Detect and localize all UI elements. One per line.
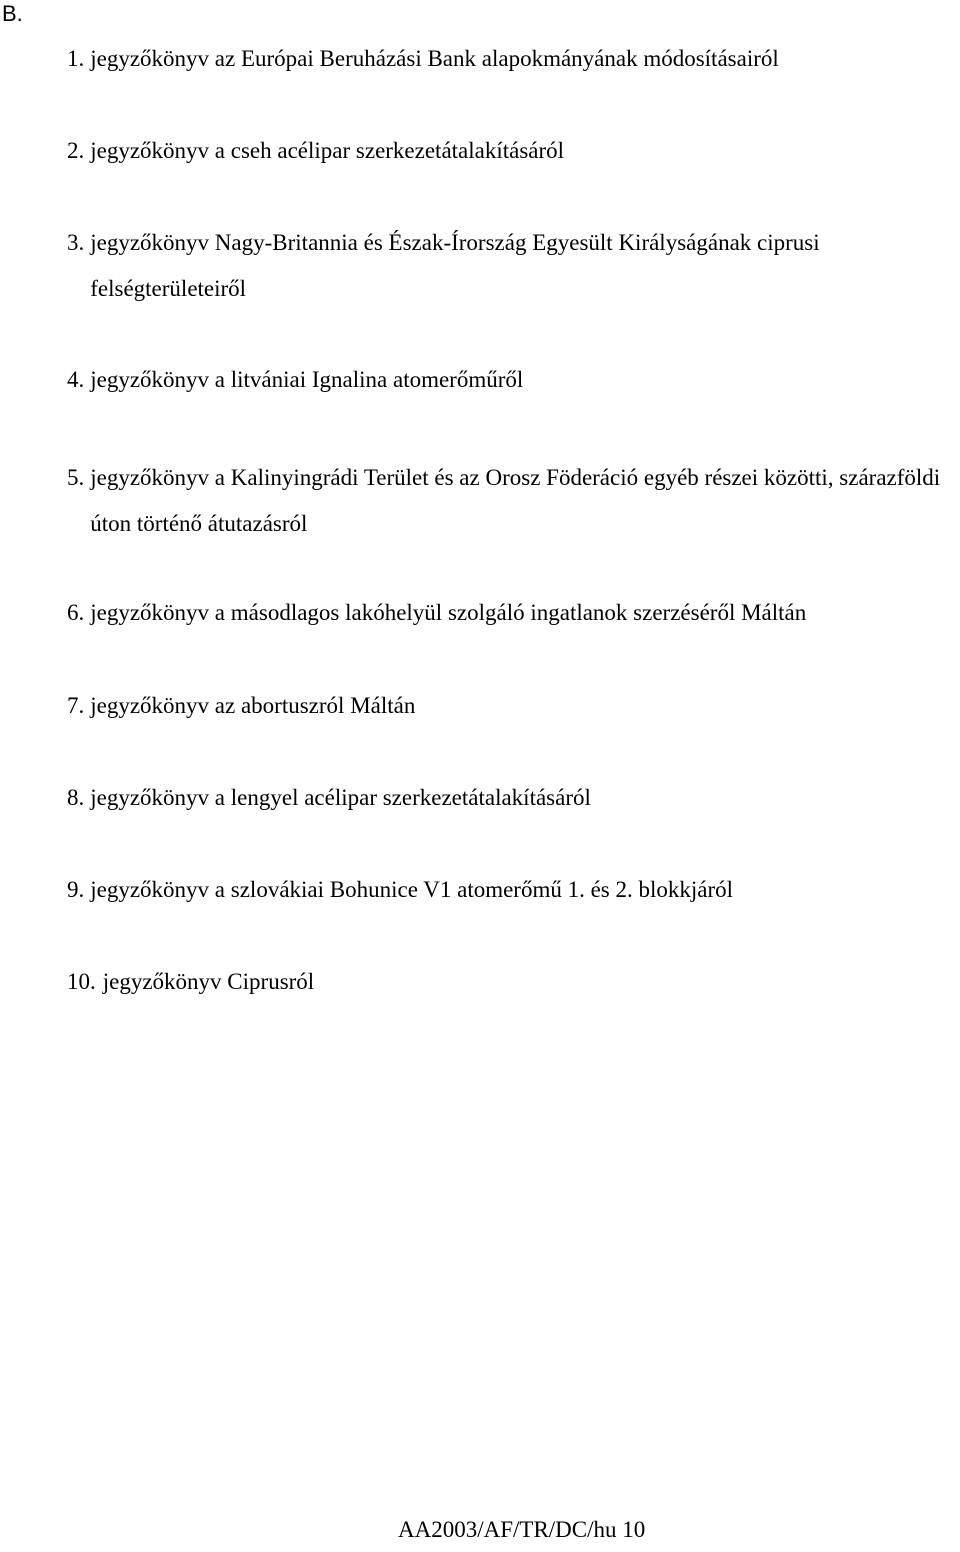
protocol-item-9 (67, 867, 960, 913)
protocol-number: 10. (67, 969, 96, 994)
protocol-item-2 (67, 128, 960, 174)
protocol-number: 5. (67, 465, 85, 490)
protocol-title: jegyzőkönyv Ciprusról (102, 969, 315, 994)
protocol-item-6 (67, 590, 960, 636)
protocol-title: jegyzőkönyv a lengyel acélipar szerkezetátalakításáról (90, 785, 591, 810)
protocol-item-10 (67, 959, 960, 1005)
protocol-title: jegyzőkönyv a másodlagos lakóhelyül szolgáló ingatlanok szerzéséről Máltán (90, 600, 807, 625)
protocol-number: 8. (67, 785, 85, 810)
protocol-number: 7. (67, 693, 85, 718)
section-letter: B. (2, 1, 23, 26)
protocol-item-3 (67, 220, 960, 312)
protocol-number: 3. (67, 230, 85, 255)
protocol-title: jegyzőkönyv Nagy-Britannia és Észak-Írország Egyesült Királyságának ciprusi felségterületeiről (90, 230, 826, 301)
protocol-item-4 (67, 357, 960, 403)
protocol-item-5 (67, 455, 960, 547)
protocol-item-7 (67, 683, 960, 729)
protocol-title: jegyzőkönyv a Kalinyingrádi Terület és az Orosz Föderáció egyéb részei közötti, szárazföldi úton történő átutazásról (90, 465, 946, 536)
protocol-title: jegyzőkönyv az Európai Beruházási Bank alapokmányának módosításairól (90, 46, 779, 71)
document-reference: AA2003/AF/TR/DC/hu 10 (398, 1517, 646, 1542)
protocol-item-8 (67, 775, 960, 821)
protocol-title: jegyzőkönyv a szlovákiai Bohunice V1 atomerőmű 1. és 2. blokkjáról (90, 877, 734, 902)
protocol-item-1 (67, 36, 960, 82)
protocol-number: 6. (67, 600, 85, 625)
protocol-number: 4. (67, 367, 85, 392)
protocol-title: jegyzőkönyv a litvániai Ignalina atomerőműről (90, 367, 524, 392)
protocol-title: jegyzőkönyv az abortuszról Máltán (90, 693, 416, 718)
protocol-number: 2. (67, 138, 85, 163)
protocol-number: 1. (67, 46, 85, 71)
protocol-title: jegyzőkönyv a cseh acélipar szerkezetátalakításáról (90, 138, 565, 163)
protocol-number: 9. (67, 877, 85, 902)
